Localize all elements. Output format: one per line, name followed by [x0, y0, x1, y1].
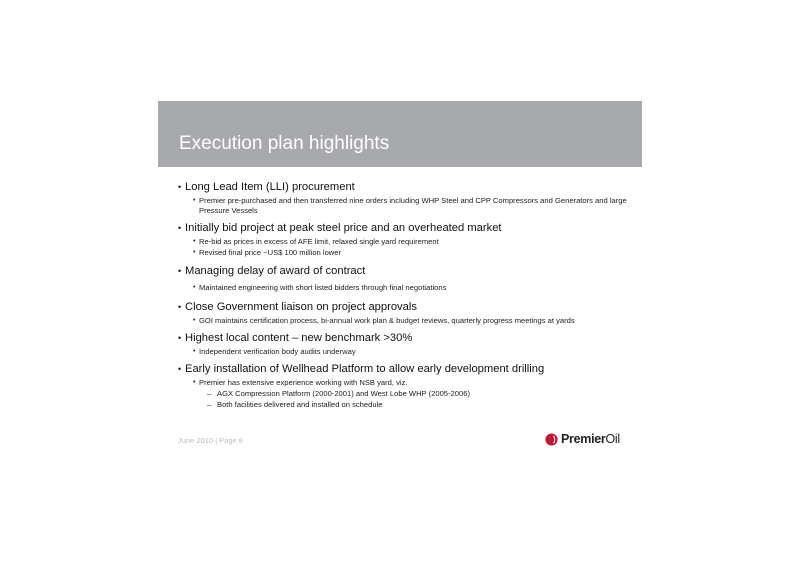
- section-heading: • Managing delay of award of contract: [178, 264, 628, 278]
- section-heading: • Long Lead Item (LLI) procurement: [178, 180, 628, 194]
- logo-text: PremierOil: [561, 432, 620, 446]
- section-lli: [178, 180, 628, 216]
- title-bar: [158, 101, 642, 167]
- sub-bullet: • Independent verification body audits underway: [193, 347, 356, 356]
- dash-item: – AGX Compression Platform (2000-2001) and West Lobe WHP (2005-2006): [207, 389, 470, 398]
- footer-date-page: June 2010 | Page 8: [178, 436, 243, 445]
- bullet-glyph: •: [193, 284, 196, 291]
- sub-bullet: • Premier has extensive experience working with NSB yard, viz.: [193, 378, 408, 387]
- slide-title: Execution plan highlights: [179, 133, 390, 154]
- dash-glyph: –: [207, 389, 212, 398]
- dash-glyph: –: [207, 400, 212, 409]
- section-heading: • Early installation of Wellhead Platform to allow early development drilling: [178, 362, 628, 376]
- section-heading: • Highest local content – new benchmark >30%: [178, 331, 628, 345]
- dash-item: – Both facilities delivered and installed on schedule: [207, 400, 383, 409]
- section-heading: • Close Government liaison on project approvals: [178, 300, 628, 314]
- premier-oil-logo: [545, 431, 620, 447]
- bullet-glyph: •: [193, 238, 196, 245]
- slide-content: [178, 180, 628, 410]
- bullet-glyph: •: [193, 379, 196, 386]
- sub-bullet: • Revised final price ~US$ 100 million lower: [193, 248, 342, 257]
- section-delay: [178, 264, 628, 293]
- section-wellhead: [178, 362, 628, 410]
- section-local-content: [178, 331, 628, 357]
- bullet-glyph: •: [193, 197, 196, 204]
- sub-bullet: • Premier pre-purchased and then transferred nine orders including WHP Steel and CPP Compressors and Generators and large Pressure Vessels: [193, 196, 627, 215]
- bullet-glyph: •: [193, 249, 196, 256]
- section-heading: • Initially bid project at peak steel price and an overheated market: [178, 221, 628, 235]
- sub-bullet: • GOI maintains certification process, bi-annual work plan & budget reviews, quarterly progress meetings at yards: [193, 316, 575, 325]
- sub-bullet: • Re-bid as prices in excess of AFE limit, relaxed single yard requirement: [193, 237, 439, 246]
- bullet-glyph: •: [193, 348, 196, 355]
- logo-mark-icon: [545, 433, 558, 446]
- sub-bullet: • Maintained engineering with short listed bidders through final negotiations: [193, 283, 447, 292]
- section-government: [178, 300, 628, 326]
- bullet-glyph: •: [193, 317, 196, 324]
- section-bid: [178, 221, 628, 258]
